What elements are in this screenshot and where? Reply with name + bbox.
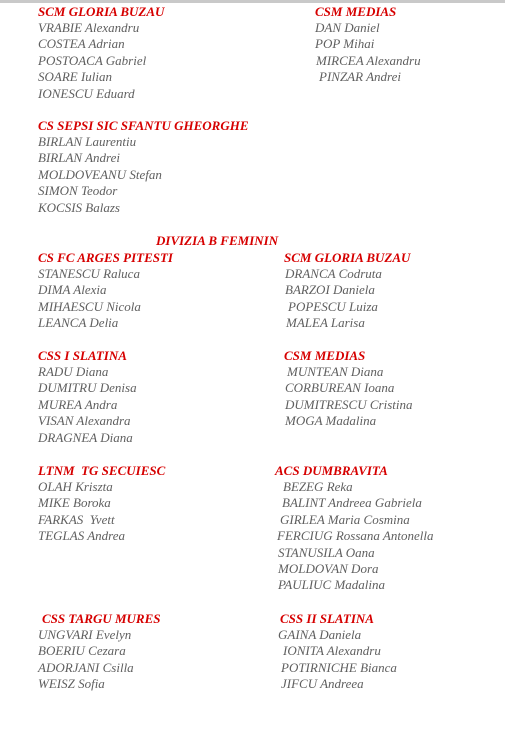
player-name: FERCIUG Rossana Antonella [277,528,434,544]
team-title: SCM GLORIA BUZAU [38,4,165,19]
player-name: LEANCA Delia [38,315,119,331]
team-title: ACS DUMBRAVITA [275,463,388,478]
player-name: BARZOI Daniela [285,282,375,298]
player-name: BALINT Andreea Gabriela [282,495,422,511]
player-name: MIRCEA Alexandru [316,52,421,68]
player-name: RADU Diana [38,364,109,379]
team-block [38,118,249,216]
player-name: BIRLAN Andrei [38,150,120,166]
player-name: GAINA Daniela [278,627,362,642]
player-name: MALEA Larisa [286,315,365,331]
team-block [280,611,397,693]
team-title: CS SEPSI SIC SFANTU GHEORGHE [38,118,249,133]
team-title: CSS II SLATINA [280,611,374,626]
player-name: VRABIE Alexandru [38,20,140,35]
player-name: DRANCA Codruta [285,266,382,281]
player-name: VISAN Alexandra [38,413,131,429]
player-name: MOGA Madalina [285,413,377,429]
player-name: IONITA Alexandru [283,643,381,659]
player-name: DUMITRU Denisa [38,380,137,396]
team-block [315,4,421,86]
player-name: PINZAR Andrei [319,69,401,85]
player-name: WEISZ Sofia [38,676,105,692]
player-name: POP Mihai [315,36,375,52]
player-name: MIKE Boroka [38,495,111,511]
player-name: SOARE Iulian [38,69,113,85]
player-name: POPESCU Luiza [288,298,378,314]
player-name: MUNTEAN Diana [287,364,384,379]
player-name: FARKAS Yvett [38,511,115,527]
player-name: BIRLAN Laurentiu [38,134,137,149]
team-block [275,463,433,594]
player-name: STANUSILA Oana [278,544,375,560]
player-name: OLAH Kriszta [38,479,113,494]
team-block [38,348,137,446]
player-name: DUMITRESCU Cristina [285,396,413,412]
team-title: SCM GLORIA BUZAU [284,250,411,265]
player-name: PAULIUC Madalina [278,577,386,593]
player-name: DAN Daniel [315,20,380,35]
player-name: POSTOACA Gabriel [38,52,147,68]
player-name: ADORJANI Csilla [38,659,134,675]
player-name: BOERIU Cezara [38,643,126,659]
team-title: CSM MEDIAS [315,4,397,19]
player-name: MUREA Andra [38,396,118,412]
player-name: TEGLAS Andrea [38,528,126,544]
team-title: CSM MEDIAS [284,348,366,363]
player-name: BEZEG Reka [283,479,353,494]
player-name: MOLDOVAN Dora [278,560,379,576]
team-block [38,611,161,693]
team-block [284,348,412,430]
player-name: MOLDOVEANU Stefan [38,166,162,182]
team-title: CSS I SLATINA [38,348,127,363]
player-name: KOCSIS Balazs [38,199,120,215]
player-name: MIHAESCU Nicola [38,298,141,314]
player-name: GIRLEA Maria Cosmina [280,511,410,527]
player-name: JIFCU Andreea [281,676,364,692]
team-title: LTNM TG SECUIESC [38,463,166,478]
player-name: DIMA Alexia [38,282,107,298]
player-name: UNGVARI Evelyn [38,627,132,642]
section-heading: DIVIZIA B FEMININ [156,233,279,248]
team-block [38,250,173,332]
player-name: POTIRNICHE Bianca [281,659,397,675]
player-name: SIMON Teodor [38,183,118,199]
player-name: COSTEA Adrian [38,36,125,52]
team-title: CSS TARGU MURES [42,611,161,626]
top-divider [0,0,505,3]
team-block [38,4,164,102]
player-name: CORBUREAN Ioana [285,380,395,396]
player-name: STANESCU Raluca [38,266,140,281]
team-block [284,250,410,332]
team-title: CS FC ARGES PITESTI [38,250,173,265]
team-block [38,463,165,545]
player-name: IONESCU Eduard [38,85,135,101]
player-name: DRAGNEA Diana [38,429,133,445]
